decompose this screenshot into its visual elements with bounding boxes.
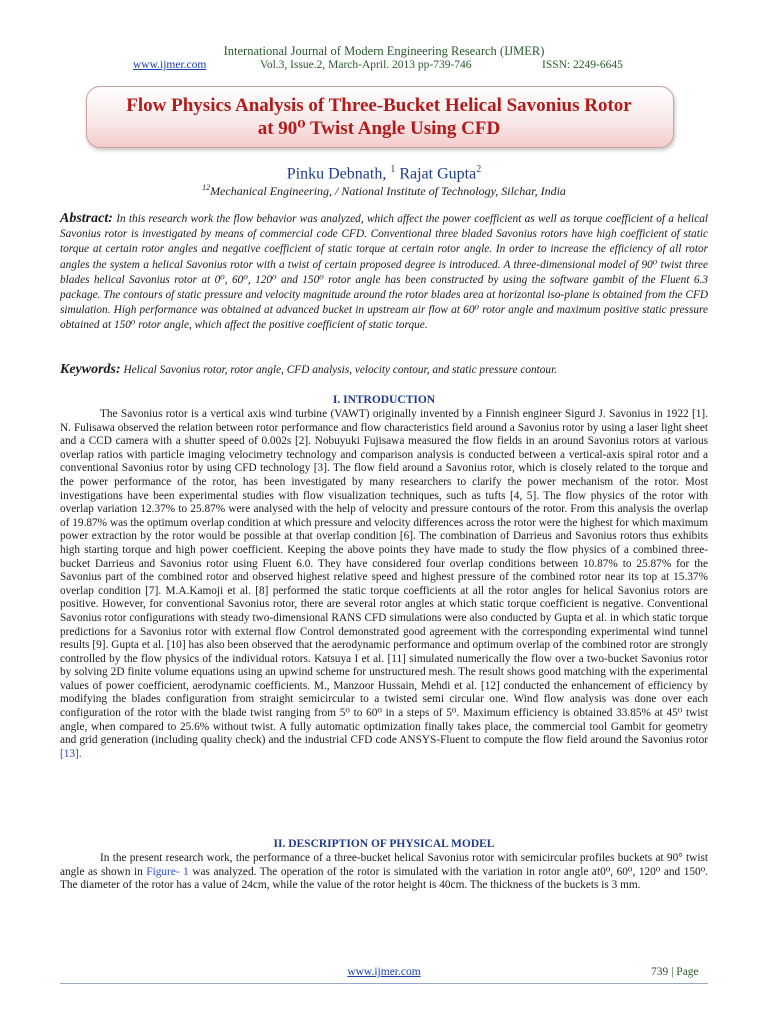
journal-volume: Vol.3, Issue.2, March-April. 2013 pp-739-746 [260, 59, 472, 71]
paper-title-line-1: Flow Physics Analysis of Three-Bucket Helical Savonius Rotor [126, 95, 632, 116]
author-2: Rajat Gupta [399, 165, 477, 183]
affiliation-text: Mechanical Engineering, / National Institute of Technology, Silchar, India [210, 184, 566, 198]
introduction-paragraph [60, 408, 708, 761]
affiliation [0, 183, 768, 199]
author-1: Pinku Debnath, [286, 165, 387, 183]
reference-13-link[interactable]: [13]. [60, 747, 82, 760]
journal-title: International Journal of Modern Engineering Research (IJMER) [223, 44, 545, 58]
physical-model-text-a: In the present research work, the performance of a three-bucket helical Savonius rotor with semicircular profiles buckets at 90° twist angle as shown in [60, 852, 708, 878]
physical-model-text-b: was analyzed. The operation of the rotor is simulated with the variation in rotor angle at0⁰, 60⁰, 120⁰ and 150⁰. The diameter of the rotor has a value of 24cm, while the value of the rotor height is 40cm. The thickness of the buckets is 3 mm. [60, 865, 708, 892]
keywords-label: Keywords: [60, 362, 121, 377]
figure-1-link[interactable]: Figure- 1 [146, 865, 189, 878]
author-2-affil-mark: 2 [476, 164, 482, 175]
footer-website-link[interactable]: www.ijmer.com [347, 966, 421, 978]
paper-title [86, 94, 672, 140]
paper-title-line-2: at 90⁰ Twist Angle Using CFD [257, 118, 501, 139]
page-number: 739 | Page [651, 966, 699, 978]
abstract-label: Abstract: [60, 211, 113, 226]
abstract [60, 211, 708, 334]
section-heading-introduction: I. INTRODUCTION [332, 394, 436, 406]
physical-model-paragraph [60, 852, 708, 893]
journal-website-link[interactable]: www.ijmer.com [133, 59, 207, 71]
affiliation-mark: 12 [202, 183, 211, 192]
author-1-affil-mark: 1 [390, 164, 396, 175]
keywords-text: Helical Savonius rotor, rotor angle, CFD analysis, velocity contour, and static pressure contour. [123, 364, 558, 376]
keywords [60, 362, 708, 378]
introduction-text: The Savonius rotor is a vertical axis wind turbine (VAWT) originally invented by a Finnish engineer Sigurd J. Savonius in 1922 [1]. N. Fulisawa observed the relation between rotor performance and flow characteristics field around a Savonius rotor by using a laser light sheet and a CCD camera with a shutter speed of 0.002s [2]. Nobuyuki Fujisawa measured the flow fields in an around Savonius rotors at various overlap ratios with particle imaging velocimetry technology and comparison analysis is conducted between a vertical-axis spiral rotor and a conventional Savonius rotor by using CFD technology [3]. The flow field around a Savonius rotor, which is closely related to the torque and the power performance of the rotor, has been investigated by many researchers to clarify the power mechanism of the rotor. Most investigations have been experimental studies with flow visualization techniques, such as tufts [4, 5]. The flow physics of the rotor with overlap variation 12.37% to 25.87% were analysed with the help of velocity and pressure contours of the rotor. From this analysis the overlap of 19.87% was the optimum overlap condition at which pressure and velocity differences across the rotor were the highest for which maximum power extraction by the rotor would be possible at that overlap condition [6]. The combination of Darrieus and Savonius rotors thus exhibits high starting torque and high power coefficient. Keeping the above points they have made to study the flow physics of a combined three-bucket Darrieus and Savonius rotor using Fluent 6.0. They have considered four overlap conditions between 10.87% to 25.87% for the Savonius part of the combined rotor and observed highest relative speed and highest pressure of the combined rotor near its top at 15.37% overlap condition [7]. M.A.Kamoji et al. [8] performed the static torque coefficients at all the rotor angles for helical Savonius rotors are positive. However, for conventional Savonius rotor, there are several rotor angles at which static torque coefficient is negative. Conventional Savonius rotor configurations with steady two-dimensional RANS CFD simulations were also conducted by Gupta et al. in which static torque predictions for a Savonius rotor with external flow Control demonstrated good agreement with the corresponding experimental wind tunnel results [9]. Gupta et al. [10] has also been observed that the aerodynamic performance and optimum overlap of the combined rotor are strongly controlled by the flow physics of the individual rotors. Katsuya I et al. [11] simulated numerically the flow over a two-bucket Savonius rotor by solving 2D finite volume equations using an upwind scheme for unstructured mesh. The result shows good matching with the experimental values of power coefficient, aerodynamic coefficients. M., Manzoor Hussain, Mehdi et al. [12] conducted the enhancement of efficiency by modifying the blades configuration from straight semicircular to a twisted semi circular one. Wind flow analysis was done over each configuration of the rotor with the blade twist ranging from 5⁰ to 60⁰ in a steps of 5⁰. Maximum efficiency is obtained 33.85% at 45⁰ twist angle, when compared to 25.6% without twist. A fully automatic optimization finally takes place, the commercial tool Gambit for geometry and grid generation (including quality check) and the industrial CFD code ANSYS-Fluent to compute the flow field around the Savonius rotor [60, 408, 708, 747]
journal-issn: ISSN: 2249-6645 [542, 59, 623, 71]
abstract-text: In this research work the flow behavior was analyzed, which affect the power coefficient as well as torque coefficient of a helical Savonius rotor is investigated by means of commercial code CFD. Conventional three bladed Savonius rotors have high coefficient of static torque at certain rotor angles and negative coefficient of static torque at certain rotor angle. In order to increase the efficiency of all rotor angles the system a helical Savonius rotor with a twist of certain proposed degree is introduced. A three-dimensional model of 90⁰ twist three blades helical Savonius rotor at 0⁰, 60⁰, 120⁰ and 150⁰ rotor angle has been constructed by using the software gambit of the Fluent 6.3 package. The contours of static pressure and velocity magnitude around the rotor blades area at horizontal iso-plane is obtained from the CFD simulation. High performance was obtained at advanced bucket in upstream air flow at 60⁰ rotor angle and maximum positive static pressure obtained at 150⁰ rotor angle, which affect the positive coefficient of static torque. [60, 213, 708, 332]
section-heading-physical-model: II. DESCRIPTION OF PHYSICAL MODEL [273, 838, 495, 850]
footer-divider [60, 983, 708, 984]
author-list [0, 164, 768, 183]
